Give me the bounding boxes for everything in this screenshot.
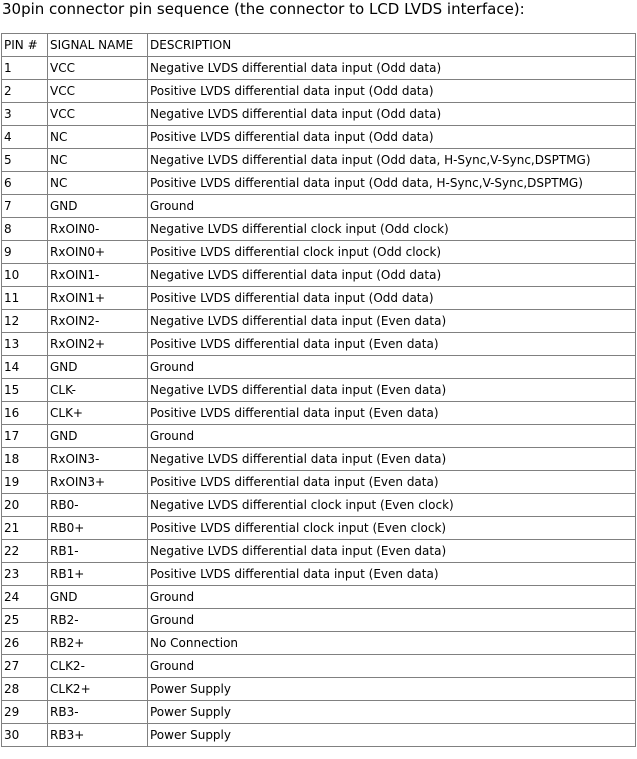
table-row [2,517,636,540]
description-cell: Negative LVDS differential data input (Odd data) [148,264,636,287]
table-row [2,287,636,310]
signal-name-cell: RB1+ [48,563,148,586]
table-row [2,609,636,632]
pin-number-cell: 4 [2,126,48,149]
signal-name-cell: CLK+ [48,402,148,425]
table-row [2,356,636,379]
pin-number-cell: 27 [2,655,48,678]
table-row [2,218,636,241]
description-cell: No Connection [148,632,636,655]
table-row [2,425,636,448]
signal-name-cell: RxOIN2+ [48,333,148,356]
description-cell: Ground [148,425,636,448]
pin-number-cell: 21 [2,517,48,540]
signal-name-cell: RxOIN0- [48,218,148,241]
signal-name-cell: GND [48,356,148,379]
pin-number-cell: 30 [2,724,48,747]
table-row [2,632,636,655]
pin-number-cell: 3 [2,103,48,126]
signal-name-cell: RB3+ [48,724,148,747]
description-cell: Negative LVDS differential data input (Even data) [148,379,636,402]
signal-name-cell: VCC [48,103,148,126]
signal-name-cell: RxOIN0+ [48,241,148,264]
signal-name-cell: RxOIN1+ [48,287,148,310]
description-cell: Positive LVDS differential clock input (Even clock) [148,517,636,540]
table-row [2,103,636,126]
signal-name-cell: CLK2- [48,655,148,678]
pin-number-cell: 8 [2,218,48,241]
pin-number-cell: 5 [2,149,48,172]
signal-name-cell: RxOIN3- [48,448,148,471]
description-cell: Power Supply [148,701,636,724]
description-cell: Power Supply [148,724,636,747]
description-cell: Ground [148,609,636,632]
signal-name-cell: RB2- [48,609,148,632]
table-row [2,264,636,287]
table-row [2,540,636,563]
table-row [2,494,636,517]
signal-name-cell: VCC [48,80,148,103]
signal-name-cell: CLK- [48,379,148,402]
pin-number-cell: 17 [2,425,48,448]
table-row [2,57,636,80]
description-cell: Positive LVDS differential data input (Odd data, H-Sync,V-Sync,DSPTMG) [148,172,636,195]
pin-number-cell: 15 [2,379,48,402]
pin-number-cell: 6 [2,172,48,195]
description-cell: Negative LVDS differential clock input (Odd clock) [148,218,636,241]
pin-number-cell: 18 [2,448,48,471]
table-row [2,172,636,195]
pin-table [1,33,636,747]
signal-name-cell: NC [48,126,148,149]
description-cell: Positive LVDS differential data input (Odd data) [148,126,636,149]
table-row [2,563,636,586]
description-cell: Negative LVDS differential data input (Odd data) [148,103,636,126]
signal-name-cell: CLK2+ [48,678,148,701]
signal-name-cell: NC [48,172,148,195]
description-cell: Negative LVDS differential data input (Even data) [148,448,636,471]
table-row [2,379,636,402]
header-pin: PIN # [2,34,48,57]
table-row [2,126,636,149]
pin-number-cell: 25 [2,609,48,632]
pin-number-cell: 26 [2,632,48,655]
table-row [2,149,636,172]
table-header-row [2,34,636,57]
header-signal-name: SIGNAL NAME [48,34,148,57]
pin-number-cell: 12 [2,310,48,333]
signal-name-cell: GND [48,195,148,218]
table-row [2,471,636,494]
pin-number-cell: 19 [2,471,48,494]
description-cell: Negative LVDS differential data input (Odd data, H-Sync,V-Sync,DSPTMG) [148,149,636,172]
signal-name-cell: RB3- [48,701,148,724]
table-row [2,80,636,103]
signal-name-cell: GND [48,425,148,448]
description-cell: Negative LVDS differential data input (Even data) [148,310,636,333]
description-cell: Positive LVDS differential data input (Even data) [148,471,636,494]
table-row [2,333,636,356]
description-cell: Positive LVDS differential data input (Even data) [148,333,636,356]
description-cell: Ground [148,655,636,678]
table-row [2,586,636,609]
table-row [2,195,636,218]
description-cell: Power Supply [148,678,636,701]
pin-number-cell: 23 [2,563,48,586]
table-row [2,310,636,333]
description-cell: Positive LVDS differential data input (Even data) [148,402,636,425]
description-cell: Negative LVDS differential data input (Even data) [148,540,636,563]
pin-number-cell: 7 [2,195,48,218]
pin-number-cell: 14 [2,356,48,379]
description-cell: Positive LVDS differential data input (Even data) [148,563,636,586]
pin-number-cell: 16 [2,402,48,425]
header-description: DESCRIPTION [148,34,636,57]
description-cell: Ground [148,356,636,379]
pin-number-cell: 2 [2,80,48,103]
page-heading: 30pin connector pin sequence (the connector to LCD LVDS interface): [2,0,525,18]
description-cell: Negative LVDS differential clock input (Even clock) [148,494,636,517]
pin-number-cell: 22 [2,540,48,563]
pin-number-cell: 29 [2,701,48,724]
signal-name-cell: RxOIN3+ [48,471,148,494]
description-cell: Negative LVDS differential data input (Odd data) [148,57,636,80]
signal-name-cell: VCC [48,57,148,80]
description-cell: Positive LVDS differential data input (Odd data) [148,80,636,103]
pin-number-cell: 1 [2,57,48,80]
table-row [2,655,636,678]
table-row [2,678,636,701]
pin-number-cell: 11 [2,287,48,310]
signal-name-cell: RB0+ [48,517,148,540]
table-row [2,448,636,471]
signal-name-cell: RxOIN1- [48,264,148,287]
table-row [2,241,636,264]
pin-number-cell: 10 [2,264,48,287]
pin-number-cell: 28 [2,678,48,701]
description-cell: Positive LVDS differential clock input (Odd clock) [148,241,636,264]
pin-number-cell: 9 [2,241,48,264]
signal-name-cell: RB0- [48,494,148,517]
signal-name-cell: RB2+ [48,632,148,655]
table-row [2,402,636,425]
table-row [2,701,636,724]
pin-number-cell: 13 [2,333,48,356]
signal-name-cell: RxOIN2- [48,310,148,333]
signal-name-cell: RB1- [48,540,148,563]
description-cell: Positive LVDS differential data input (Odd data) [148,287,636,310]
signal-name-cell: GND [48,586,148,609]
table-row [2,724,636,747]
description-cell: Ground [148,586,636,609]
pin-number-cell: 24 [2,586,48,609]
signal-name-cell: NC [48,149,148,172]
pin-table-body [2,57,636,747]
description-cell: Ground [148,195,636,218]
pin-number-cell: 20 [2,494,48,517]
